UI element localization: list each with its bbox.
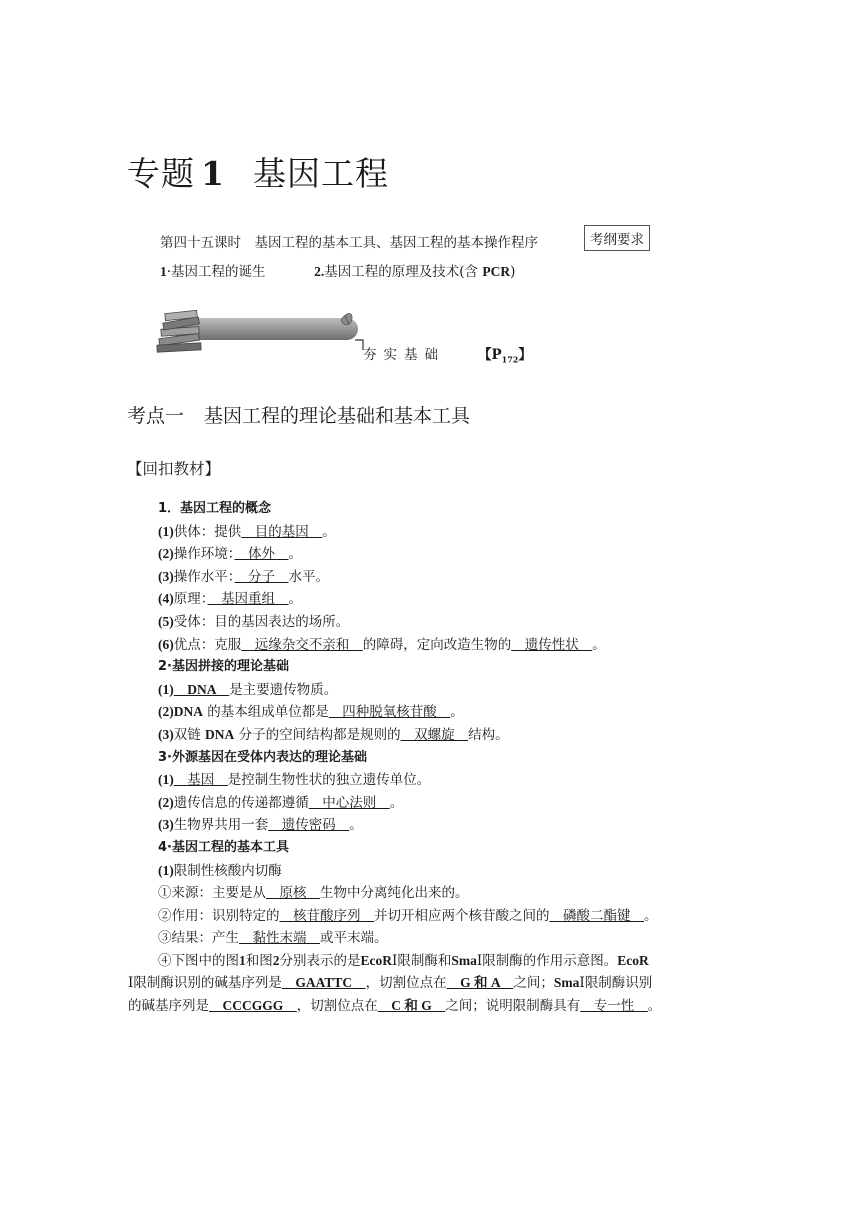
title-text: 基因工程 — [252, 154, 389, 193]
blank-answer: DNA — [173, 681, 230, 697]
s2-heading: 2·基因拼接的理论基础 — [158, 659, 289, 675]
s4-sub-heading: (1)限制性核酸内切酶 — [158, 862, 282, 879]
page-title — [127, 148, 389, 195]
s2-line-3: (3)双链 DNA 分子的空间结构都是规则的 双螺旋 结构。 — [158, 726, 509, 743]
s2-line-1: (1) DNA 是主要遗传物质。 — [158, 681, 338, 698]
s4-circle-3: ③结果：产生 黏性末端 或平末端。 — [158, 930, 388, 947]
books-banner-graphic — [155, 306, 365, 362]
blank-answer: 黏性末端 — [239, 930, 320, 947]
syllabus-badge: 考纲要求 — [584, 225, 650, 251]
blank-answer: CCCGGG — [209, 998, 297, 1014]
s1-line-2: (2)操作环境： 体外 。 — [158, 546, 302, 563]
syllabus-requirements — [160, 260, 515, 280]
blank-answer: 基因重组 — [207, 591, 289, 608]
blank-answer: 四种脱氧核苷酸 — [328, 704, 451, 721]
s1-line-5: (5)受体：目的基因表达的场所。 — [158, 613, 350, 630]
s4-circle-1: ①来源：主要是从 原核 生物中分离纯化出来的。 — [158, 885, 469, 902]
s1-line-1: (1)供体：提供 目的基因 。 — [158, 523, 336, 540]
req-1-number: 1 — [160, 264, 167, 279]
title-prefix: 专题 — [127, 154, 195, 193]
blank-answer: 磷酸二酯键 — [549, 907, 644, 924]
content-body — [128, 498, 661, 1018]
s3-line-2: (2)遗传信息的传递都遵循 中心法则 。 — [158, 794, 404, 811]
req-2-number: 2. — [314, 264, 325, 279]
banner-label: 夯实基础 — [363, 347, 445, 363]
blank-answer: 专一性 — [580, 998, 648, 1015]
s1-line-3: (3)操作水平： 分子 水平。 — [158, 568, 329, 585]
s4-circle-4-line-2: Ⅰ限制酶识别的碱基序列是 GAATTC ，切割位点在 G 和 A 之间；SmaⅠ限制酶识别 — [128, 975, 653, 992]
page-reference — [478, 343, 532, 365]
page-ref-close: 】 — [518, 347, 532, 363]
blank-answer: 原核 — [266, 885, 320, 902]
s4-heading: 4·基因工程的基本工具 — [158, 839, 289, 855]
blank-answer: 双螺旋 — [400, 726, 469, 743]
blank-answer: 遗传性状 — [511, 636, 593, 653]
blank-answer: 中心法则 — [308, 794, 390, 811]
review-heading: 【回扣教材】 — [127, 460, 221, 478]
blank-answer: G 和 A — [446, 975, 514, 991]
page-ref-number: 172 — [501, 354, 519, 365]
s3-line-3: (3)生物界共用一套 遗传密码 。 — [158, 817, 363, 834]
blank-answer: 远缘杂交不亲和 — [241, 636, 363, 653]
blank-answer: 遗传密码 — [268, 817, 350, 834]
blank-answer: 基因 — [173, 772, 228, 789]
section-label: 考点一 — [127, 405, 185, 427]
blank-answer: 分子 — [234, 568, 289, 585]
section-title: 基因工程的理论基础和基本工具 — [204, 405, 471, 427]
blank-answer: C 和 G — [377, 998, 446, 1014]
s3-heading: 3·外源基因在受体内表达的理论基础 — [158, 749, 367, 765]
s1-line-6: (6)优点：克服 远缘杂交不亲和 的障碍，定向改造生物的 遗传性状 。 — [158, 636, 606, 653]
s4-circle-4-line-1: ④下图中的图1和图2分别表示的是EcoRⅠ限制酶和SmaⅠ限制酶的作用示意图。EcoR — [158, 952, 649, 969]
section-heading — [127, 401, 470, 428]
s4-circle-2: ②作用：识别特定的 核苷酸序列 并切开相应两个核苷酸之间的 磷酸二酯键 。 — [158, 907, 658, 924]
req-2-pcr: PCR — [482, 264, 511, 279]
s3-line-1: (1) 基因 是控制生物性状的独立遗传单位。 — [158, 772, 431, 789]
blank-answer: 目的基因 — [241, 523, 323, 540]
s4-circle-4-line-3: 的碱基序列是 CCCGGG ，切割位点在 C 和 G 之间；说明限制酶具有 专一性 。 — [128, 998, 662, 1015]
s1-heading: 1．基因工程的概念 — [158, 501, 272, 516]
s1-line-4: (4)原理： 基因重组 。 — [158, 591, 302, 608]
page-ref-open: 【P — [478, 347, 502, 363]
lesson-heading: 第四十五课时 基因工程的基本工具、基因工程的基本操作程序 — [160, 235, 538, 251]
blank-answer: 体外 — [234, 546, 289, 563]
books-icon — [157, 310, 201, 352]
blank-answer: GAATTC — [281, 975, 366, 991]
leaf-icon — [341, 313, 352, 324]
req-2-text: 基因工程的原理及技术(含 — [324, 264, 483, 280]
blank-answer: 核苷酸序列 — [279, 907, 374, 924]
req-2-close: ) — [510, 264, 516, 280]
req-1-text: ·基因工程的诞生 — [166, 264, 266, 280]
title-number: 1 — [201, 154, 225, 193]
s2-line-2: (2)DNA 的基本组成单位都是 四种脱氧核苷酸 。 — [158, 704, 464, 721]
